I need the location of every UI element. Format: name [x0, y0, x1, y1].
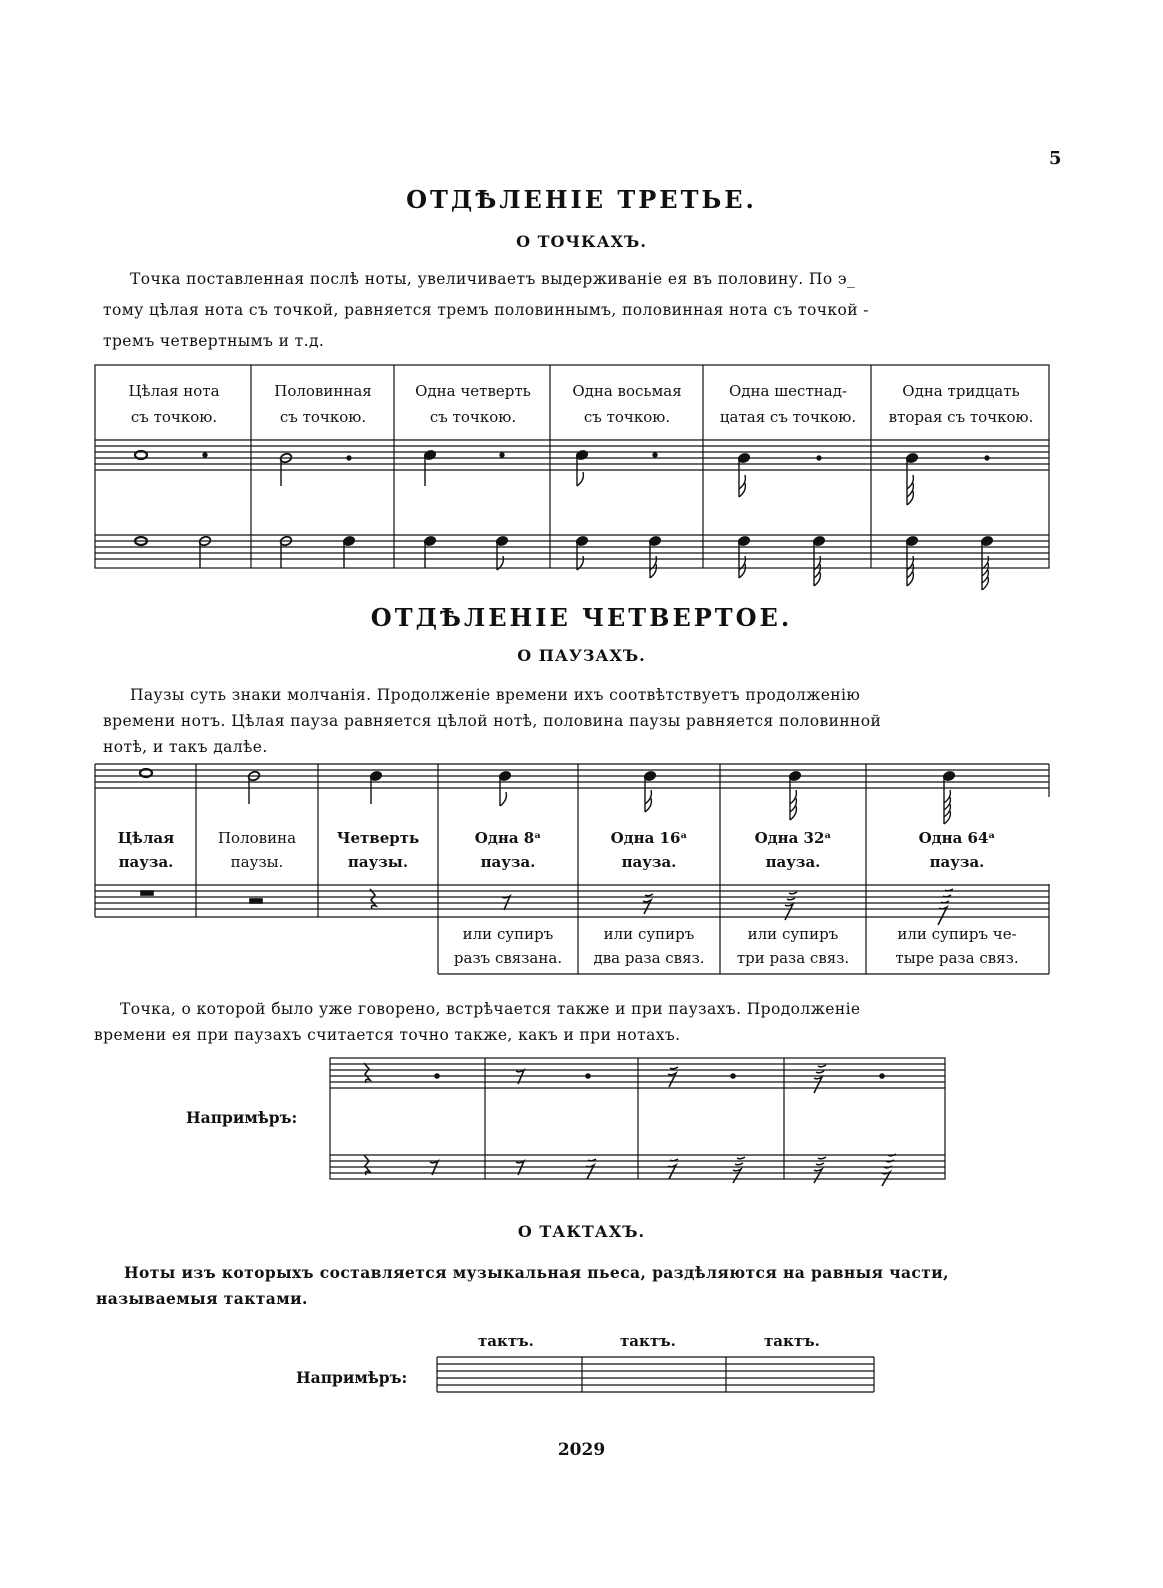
dot-icon	[347, 456, 351, 460]
section-subtitle-dots: О ТОЧКАХЪ.	[516, 232, 647, 251]
sixtyfourth-rest-icon	[938, 889, 953, 925]
rests-table	[95, 764, 1049, 974]
rests-row	[141, 889, 953, 925]
dot-icon	[586, 1074, 590, 1078]
half-rest-icon	[250, 899, 262, 903]
thirtysecond-rest-icon	[814, 1065, 826, 1093]
paragraph-line: Ноты изъ которыхъ составляется музыкальная пьеса, раздѣляются на равныя части,	[124, 1263, 949, 1282]
dot-icon	[985, 456, 989, 460]
sixtyfourth-rest-label: Одна 64ᵃ пауза.	[918, 829, 996, 871]
notes-rests-table	[140, 769, 956, 824]
notes-row-2	[135, 535, 994, 590]
dotted-thirtysecond-header: Одна тридцать вторая съ точкою.	[888, 382, 1034, 426]
suspir-label-2: или супиръ два раза связ.	[593, 925, 705, 967]
dotted-whole-header: Цѣлая нота съ точкою.	[128, 382, 220, 426]
whole-rest-label: Цѣлая пауза.	[117, 829, 175, 871]
dotted-notes-table	[95, 365, 1049, 568]
example-label: Напримѣръ:	[186, 1108, 298, 1127]
paragraph-line: Точка, о которой было уже говорено, встрѣчается также и при паузахъ. Продолженіе	[120, 1000, 861, 1018]
dot-icon	[880, 1074, 884, 1078]
dotted-rests-example	[330, 1058, 945, 1179]
suspir-label-3: или супиръ три раза связ.	[736, 925, 850, 967]
section-title-rests: ОТДѢЛЕНІЕ ЧЕТВЕРТОЕ.	[370, 603, 793, 632]
suspir-label-1: или супиръ разъ связана.	[453, 925, 563, 967]
dot-icon	[435, 1074, 439, 1078]
half-rest-label: Половина паузы.	[217, 829, 297, 871]
whole-rest-icon	[141, 891, 153, 895]
measure-label: тактъ.	[478, 1332, 534, 1350]
measure-label: тактъ.	[764, 1332, 820, 1350]
sixteenth-rest-icon	[668, 1159, 678, 1179]
example-label: Напримѣръ:	[296, 1368, 408, 1387]
thirtysecond-rest-icon	[785, 892, 797, 920]
sixteenth-rest-label: Одна 16ᵃ пауза.	[610, 829, 688, 871]
paragraph-line: времени нотъ. Цѣлая пауза равняется цѣлой нотѣ, половина паузы равняется половинной	[103, 712, 882, 730]
sixtyfourth-rest-icon	[882, 1154, 896, 1186]
plate-number: 2029	[557, 1440, 606, 1460]
paragraph-line: тому цѣлая нота съ точкой, равняется тремъ половиннымъ, половинная нота съ точкой -	[103, 301, 869, 319]
section-title-dots: ОТДѢЛЕНІЕ ТРЕТЬЕ.	[406, 185, 757, 214]
quarter-rest-icon	[370, 889, 376, 909]
page-number: 5	[1049, 148, 1062, 169]
paragraph-line: называемыя тактами.	[96, 1289, 308, 1308]
measures-example	[437, 1357, 874, 1392]
dot-icon	[817, 456, 821, 460]
sixteenth-rest-icon	[586, 1159, 596, 1179]
eighth-rest-label: Одна 8ᵃ пауза.	[474, 829, 542, 871]
paragraph-line: Паузы суть знаки молчанія. Продолженіе времени ихъ соотвѣтствуетъ продолженію	[130, 686, 861, 704]
paragraph-line: времени ея при паузахъ считается точно также, какъ и при нотахъ.	[94, 1026, 681, 1044]
paragraph-line: тремъ четвертнымъ и т.д.	[103, 332, 325, 350]
suspir-label-4: или супиръ че- тыре раза связ.	[895, 925, 1019, 967]
section-subtitle-measures: О ТАКТАХЪ.	[517, 1222, 646, 1241]
paragraph-line: нотѣ, и такъ далѣе.	[103, 738, 268, 756]
dot-icon	[203, 453, 207, 457]
quarter-rest-icon	[364, 1155, 370, 1175]
dotted-eighth-header: Одна восьмая съ точкою.	[572, 382, 682, 426]
dotted-sixteenth-header: Одна шестнад- цатая съ точкою.	[719, 382, 857, 426]
dot-icon	[731, 1074, 735, 1078]
section-subtitle-rests: О ПАУЗАХЪ.	[517, 646, 646, 665]
dotted-half-header: Половинная съ точкою.	[274, 382, 372, 426]
measure-label: тактъ.	[620, 1332, 676, 1350]
dotted-quarter-header: Одна четверть съ точкою.	[415, 382, 531, 426]
paragraph-line: Точка поставленная послѣ ноты, увеличиваетъ выдерживаніе ея въ половину. По э_	[130, 270, 856, 288]
quarter-rest-label: Четверть паузы.	[336, 829, 420, 871]
thirtysecond-rest-label: Одна 32ᵃ пауза.	[754, 829, 832, 871]
quarter-rest-icon	[364, 1063, 370, 1083]
dot-icon	[500, 453, 504, 457]
dot-icon	[653, 453, 657, 457]
